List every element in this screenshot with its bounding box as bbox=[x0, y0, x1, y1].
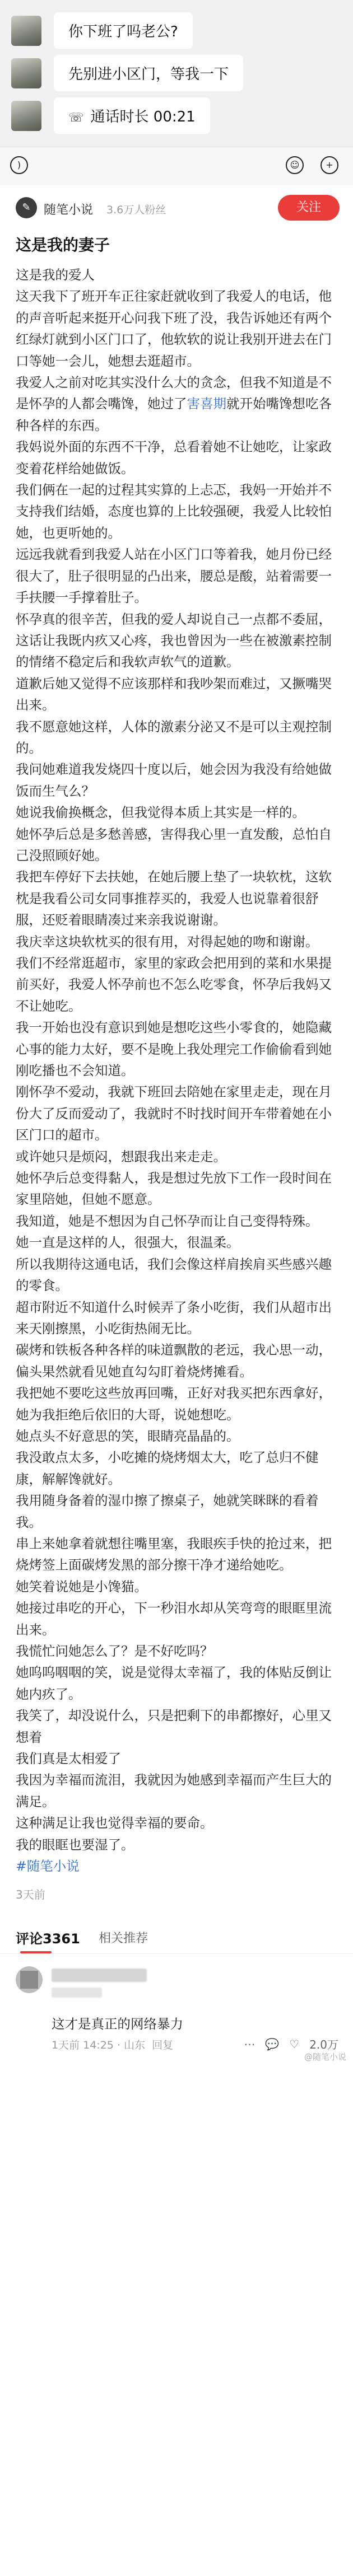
chat-message bbox=[11, 12, 193, 49]
article-paragraph: 她说我偷换概念，但我觉得本质上其实是一样的。 bbox=[16, 805, 305, 821]
chat-bubble: 你下班了吗老公? bbox=[54, 12, 193, 49]
article-paragraph: 她接过串吃的开心，下一秒泪水却从笑弯弯的眼眶里流出来。 bbox=[16, 1600, 332, 1638]
plus-icon[interactable]: + bbox=[321, 156, 338, 174]
like-count: 2.0万 bbox=[309, 2038, 338, 2052]
article-title: 这是我的妻子 bbox=[16, 236, 110, 254]
article-paragraph: 我的眼眶也要湿了。 bbox=[16, 1836, 134, 1853]
article-paragraph: 我把她不要吃这些放再回嘴，正好对我买把东西拿好，她为我拒绝后依旧的大哥，说她想吃。 bbox=[16, 1385, 332, 1423]
article-paragraph: 她怀孕后总是多愁善感，害得我心里一直发酸，总怕自己没照顾好她。 bbox=[16, 826, 332, 863]
article-paragraph: 我爱人之前对吃其实没什么大的贪念，但我不知道是不是怀孕的人都会嘴馋，她过了害喜期就开始嘴馋想吃各种各样的东西。 bbox=[16, 375, 332, 433]
hashtag-link[interactable]: #随笔小说 bbox=[16, 1858, 80, 1874]
article-paragraph: 我慌忙问她怎么了？是不好吃吗？ bbox=[16, 1643, 213, 1659]
article-paragraph: 我笑了，却没说什么，只是把剩下的串都擦好，心里又想着 bbox=[16, 1708, 332, 1745]
article-paragraph: 她呜呜咽咽的笑，说是觉得太幸福了，我的体贴反倒让她内疚了。 bbox=[16, 1665, 332, 1702]
phone-icon: ☏ bbox=[68, 111, 84, 125]
voice-icon[interactable]: ) bbox=[10, 156, 28, 174]
article-paragraph: 所以我期待这通电话，我们会像这样肩挨肩买些感兴趣的零食。 bbox=[16, 1256, 332, 1294]
article-paragraph: 我们不经常逛超市，家里的家政会把用到的菜和水果提前买好，我爱人怀孕前也不怎么吃零食，怀孕后我妈又不让她吃。 bbox=[16, 955, 332, 1014]
comment-item bbox=[0, 1954, 353, 2066]
keyword-link[interactable]: 害喜期 bbox=[187, 396, 226, 412]
article-paragraph: 这种满足让我也觉得幸福的要命。 bbox=[16, 1815, 213, 1831]
article-paragraph: 这天我下了班开车正往家赶就收到了我爱人的电话，他的声音听起来挺开心问我下班了没，我告诉她还有两个红绿灯就到小区门口了，他软软的说让我别开进去在门口等她一会儿，她想去逛超市。 bbox=[16, 288, 332, 369]
follow-button[interactable]: 关注 bbox=[278, 195, 340, 221]
comment-actions bbox=[244, 2036, 338, 2052]
article-paragraph: 道歉后她又觉得不应该那样和我吵架而难过，又撅嘴哭出来。 bbox=[16, 675, 332, 713]
emoji-icon[interactable]: ☺ bbox=[286, 156, 304, 174]
active-tab-indicator bbox=[20, 1951, 52, 1953]
comment-time: 1天前 14:25 · 山东 bbox=[52, 2039, 146, 2052]
call-duration-text: 通话时长 00:21 bbox=[90, 109, 196, 125]
chat-message bbox=[11, 97, 210, 134]
article-paragraph: 我因为幸福而流泪，我就因为她感到幸福而产生巨大的满足。 bbox=[16, 1772, 332, 1810]
commenter-name-blurred bbox=[52, 1969, 147, 1982]
reply-button[interactable]: 回复 bbox=[152, 2039, 174, 2052]
article-paragraph: 碳烤和铁板各种各样的味道飘散的老远，我心思一动，偏头果然就看见她直勾勾盯着烧烤摊看。 bbox=[16, 1342, 332, 1380]
article-paragraph: 我问她难道我发烧四十度以后，她会因为我没有给她做饭而生气么？ bbox=[16, 761, 332, 799]
like-icon[interactable]: ♡ bbox=[289, 2037, 300, 2051]
post-header bbox=[0, 185, 353, 230]
article-paragraph: 我们真是太相爱了 bbox=[16, 1751, 121, 1767]
author-avatar-icon[interactable]: ✎ bbox=[16, 197, 37, 218]
article-paragraph: 我没敢点太多，小吃摊的烧烤烟太大，吃了总归不健康，解解馋就好。 bbox=[16, 1450, 319, 1487]
avatar bbox=[11, 16, 41, 46]
watermark: @随笔小说 bbox=[304, 2052, 346, 2063]
article-paragraph: 她笑着说她是小馋猫。 bbox=[16, 1578, 147, 1595]
more-icon[interactable]: ⋯ bbox=[244, 2037, 256, 2051]
article-paragraph: 怀孕真的很辛苦，但我的爱人却说自己一点都不委屈，这话让我既内疚又心疼，我也曾因为一些在被激素控制的情绪不稳定后和我软声软气的道歉。 bbox=[16, 611, 332, 670]
avatar bbox=[11, 58, 41, 88]
commenter-meta-blurred bbox=[52, 1988, 102, 1998]
article-paragraph: 超市附近不知道什么时候弄了条小吃街，我们从超市出来天刚擦黑，小吃街热闹无比。 bbox=[16, 1299, 332, 1336]
chat-screenshot bbox=[0, 0, 353, 185]
article-paragraph: 远远我就看到我爱人站在小区门口等着我，她月份已经很大了，肚子很明显的凸出来，腰总是酸，站着需要一手扶腰一手撑着肚子。 bbox=[16, 546, 332, 606]
article-paragraph: 她一直是这样的人，很强大，很温柔。 bbox=[16, 1235, 240, 1251]
article-paragraph: 刚怀孕不爱动，我就下班回去陪她在家里走走，现在月份大了反而爱动了，我就时不时找时间开车带着她在小区门口的超市。 bbox=[16, 1084, 332, 1143]
article-paragraph: 串上来她拿着就想往嘴里塞，我眼疾手快的抢过来，把烧烤签上面碳烤发黑的部分擦干净才递给她吃。 bbox=[16, 1535, 332, 1573]
article-paragraph: 我知道，她是不想因为自己怀孕而让自己变得特殊。 bbox=[16, 1213, 319, 1229]
article-paragraph: 或许她只是烦闷，想跟我出来走走。 bbox=[16, 1148, 226, 1165]
comment-tabs bbox=[0, 1920, 353, 1954]
chat-input-bar bbox=[0, 147, 353, 185]
article-paragraph: 这是我的爱人 bbox=[16, 267, 95, 283]
article-paragraph: 我不愿意她这样，人体的激素分泌又不是可以主观控制的。 bbox=[16, 718, 332, 756]
article-paragraph: 我妈说外面的东西不干净，总看着她不让她吃，让家政变着花样给她做饭。 bbox=[16, 439, 332, 476]
comment-text: 这才是真正的网络暴力 bbox=[52, 2016, 183, 2032]
commenter-avatar[interactable] bbox=[16, 1966, 43, 1993]
article-paragraph: 我把车停好下去扶她，在她后腰上垫了一块软枕，这软枕是我看公司女同事推荐买的，我爱人也说靠着很舒服，还贬着眼睛凑过来亲我说谢谢。 bbox=[16, 869, 332, 928]
tab-recommend[interactable]: 相关推荐 bbox=[99, 1932, 148, 1946]
article-paragraph: 我们俩在一起的过程其实算的上忐忑，我妈一开始并不支持我们结婚，态度也算的上比较强硬，我爱人比较怕她，也更听她的。 bbox=[16, 482, 332, 541]
chat-message bbox=[11, 55, 243, 91]
comment-icon[interactable]: 💬 bbox=[265, 2037, 280, 2051]
call-duration-bubble bbox=[54, 97, 210, 134]
article-paragraph: 她点头不好意思的笑，眼睛亮晶晶的。 bbox=[16, 1428, 240, 1444]
author-fans: 3.6万人粉丝 bbox=[106, 204, 166, 216]
tab-comments[interactable]: 评论3361 bbox=[16, 1931, 80, 1947]
chat-bubble: 先别进小区门，等我一下 bbox=[54, 55, 243, 91]
author-name[interactable]: 随笔小说 bbox=[44, 203, 94, 217]
comment-meta bbox=[52, 2037, 173, 2052]
avatar bbox=[11, 101, 41, 131]
post-date: 3天前 bbox=[16, 1888, 45, 1902]
article-body bbox=[16, 264, 337, 1855]
article bbox=[0, 233, 353, 1902]
article-paragraph: 我用随身备着的湿巾擦了擦桌子，她就笑眯眯的看着我。 bbox=[16, 1493, 319, 1530]
article-paragraph: 我一开始也没有意识到她是想吃这些小零食的，她隐藏心事的能力太好，要不是晚上我处理完工作偷偷看到她刚吃播也不会知道。 bbox=[16, 1020, 332, 1079]
article-paragraph: 我庆幸这块软枕买的很有用，对得起她的吻和谢谢。 bbox=[16, 933, 319, 950]
article-paragraph: 她怀孕后总变得黏人，我是想过先放下工作一段时间在家里陪她，但她不愿意。 bbox=[16, 1170, 332, 1208]
